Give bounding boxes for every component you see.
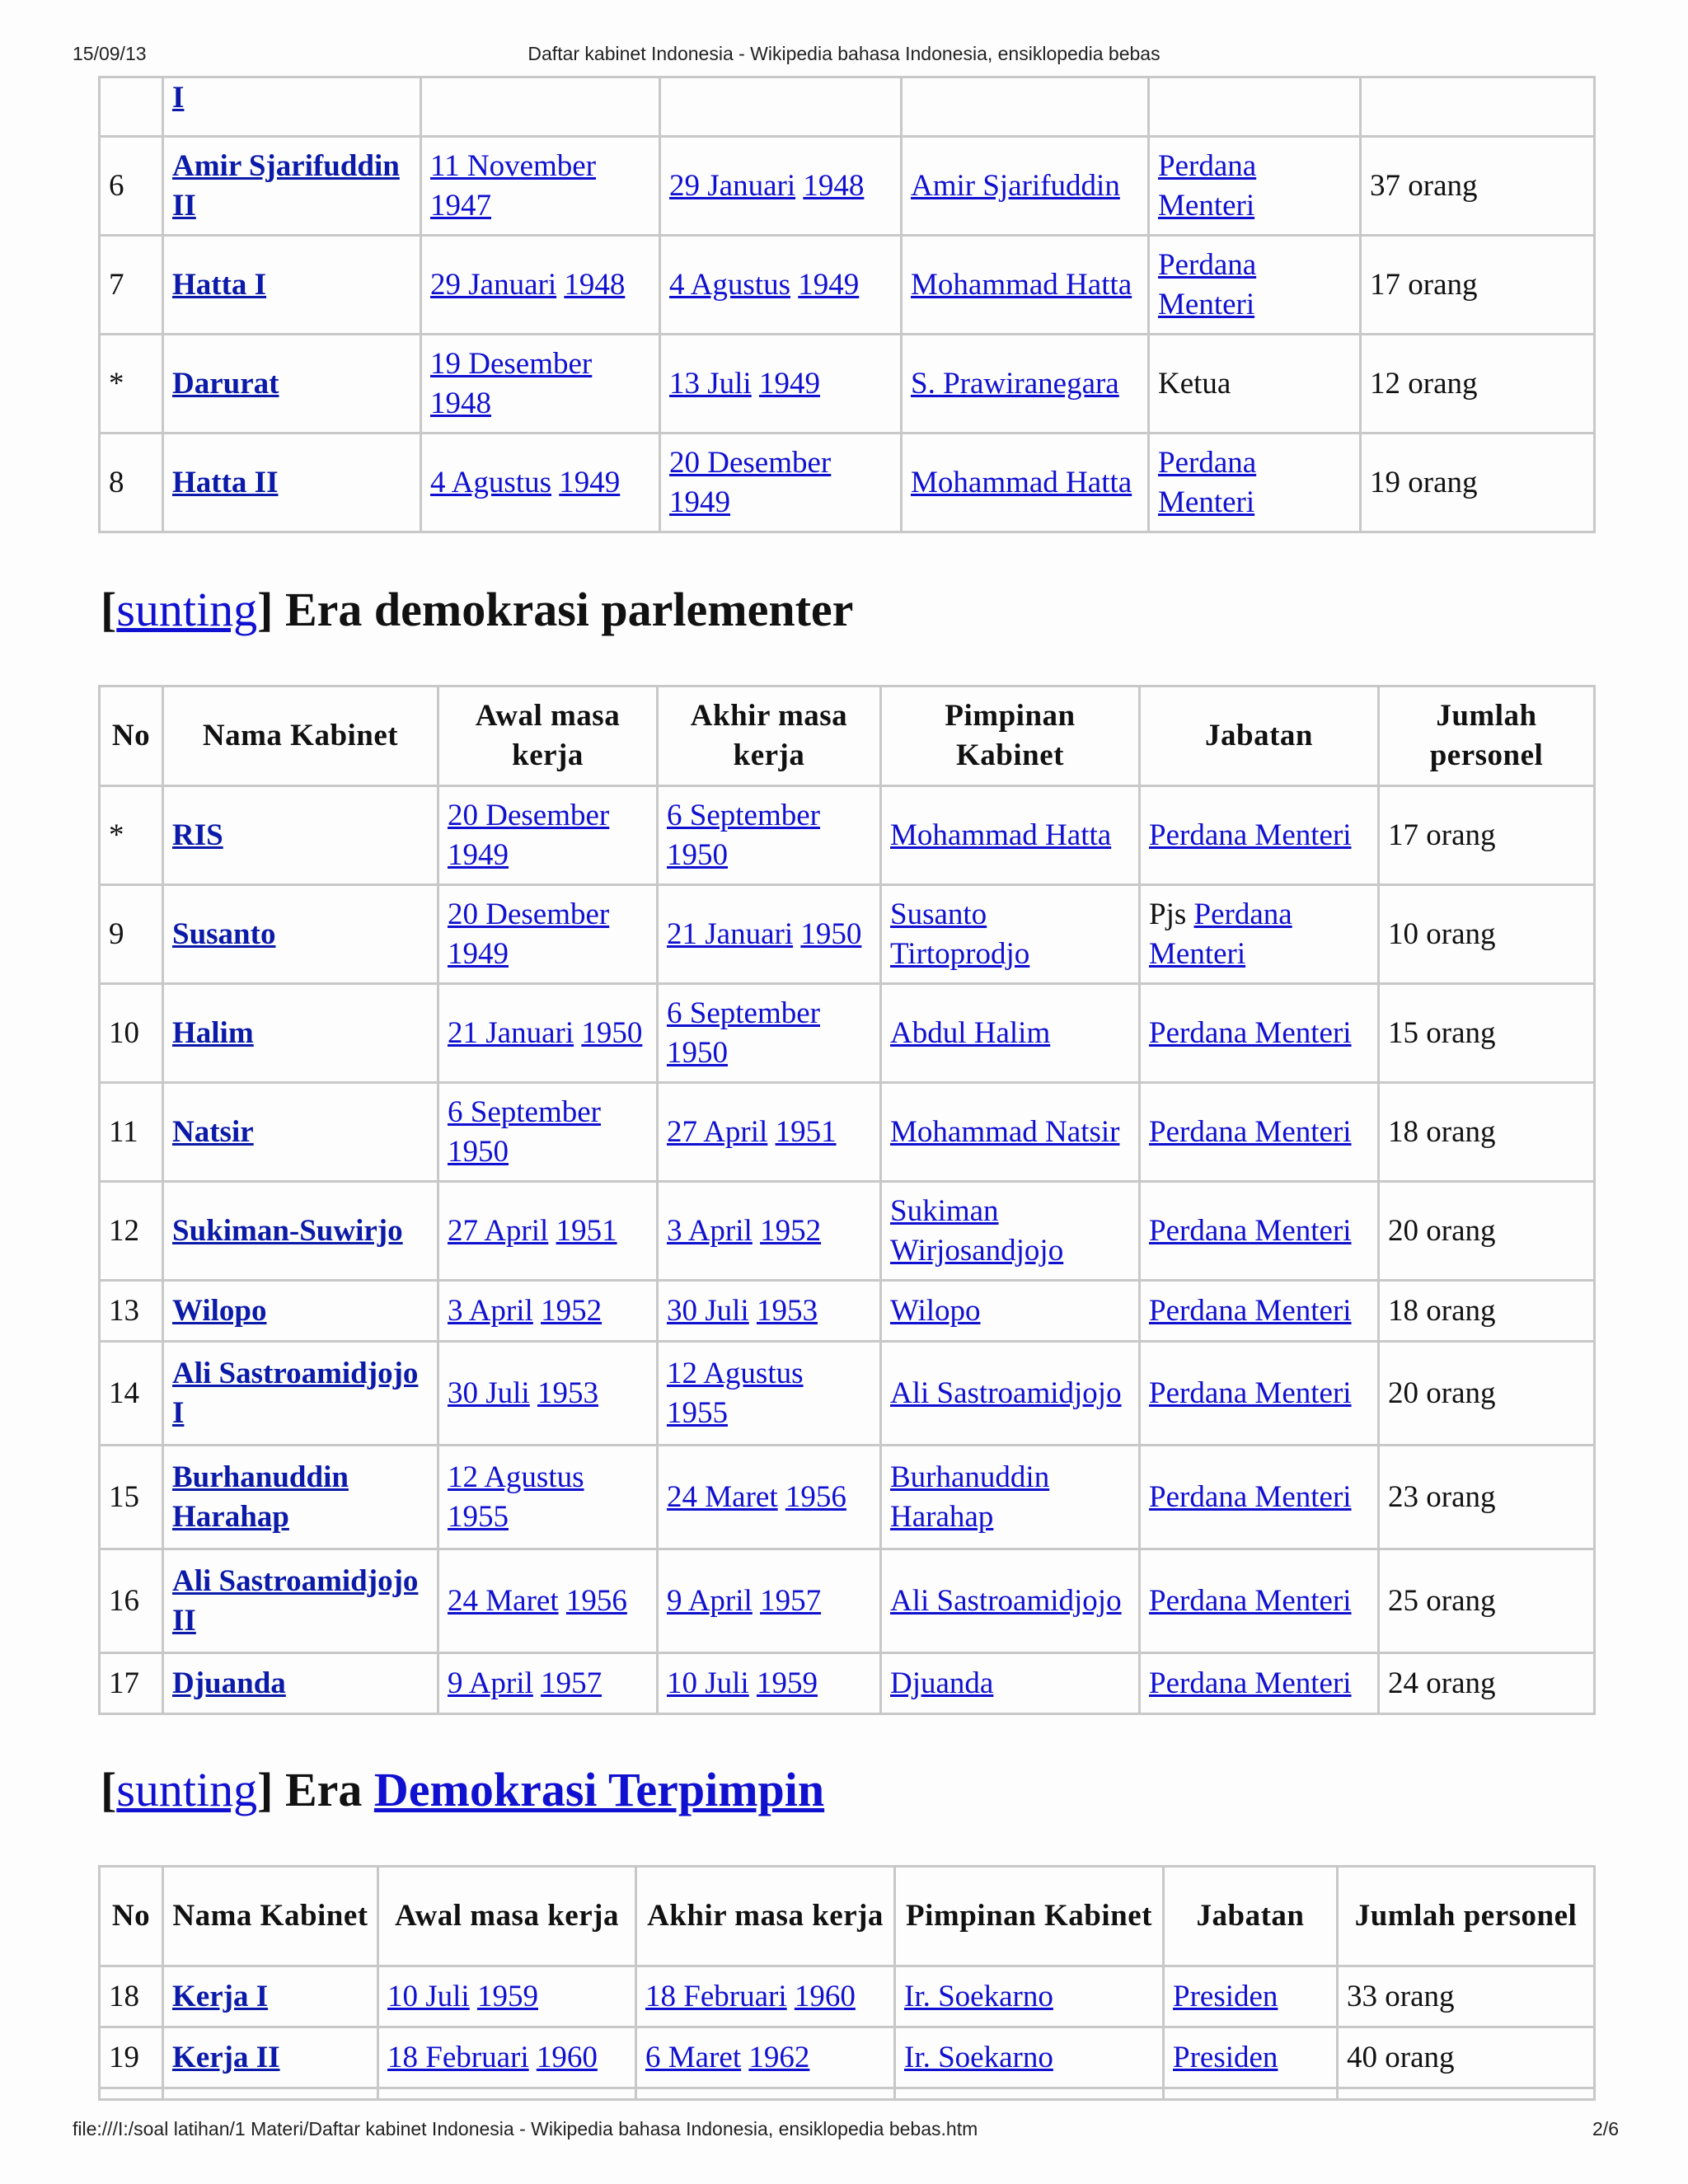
akhir-date-link[interactable]: 6 September: [667, 996, 820, 1030]
akhir-date-link[interactable]: 10 Juli: [667, 1666, 749, 1700]
col-header-nama: Nama Kabinet: [163, 1867, 378, 1966]
personnel-count: 17 orang: [1388, 818, 1496, 852]
section-title-link[interactable]: Demokrasi Terpimpin: [373, 1763, 825, 1816]
cabinet-name-link[interactable]: Wilopo: [172, 1293, 267, 1328]
awal-date-link[interactable]: 27 April: [448, 1213, 549, 1248]
awal-date-link[interactable]: 3 April: [448, 1293, 533, 1328]
awal-year-link[interactable]: 1951: [556, 1213, 617, 1248]
print-header: [0, 43, 1688, 76]
leader-link[interactable]: Amir Sjarifuddin: [911, 168, 1120, 203]
cabinet-name-link[interactable]: Hatta II: [172, 465, 279, 499]
personnel-count: 37 orang: [1370, 168, 1478, 203]
table-row: [100, 2027, 1595, 2088]
table-row: [100, 1966, 1595, 2027]
print-footer: [0, 2118, 1688, 2151]
akhir-year-link[interactable]: 1952: [760, 1213, 822, 1248]
col-header-no: No: [100, 1867, 163, 1966]
awal-year-link[interactable]: 1950: [448, 1134, 509, 1169]
table-row: [100, 1182, 1595, 1281]
jabatan-link[interactable]: Perdana Menteri: [1149, 1479, 1352, 1514]
akhir-year-link[interactable]: 1950: [667, 1035, 728, 1070]
akhir-year-link[interactable]: 1948: [803, 168, 865, 203]
leader-link[interactable]: Ir. Soekarno: [904, 2040, 1053, 2074]
akhir-year-link[interactable]: 1955: [667, 1395, 728, 1430]
table-row: [100, 236, 1595, 335]
awal-date-link[interactable]: 20 Desember: [448, 798, 610, 832]
row-number: 8: [109, 465, 124, 499]
jabatan-link[interactable]: Perdana Menteri: [1149, 1376, 1352, 1410]
personnel-count: 10 orang: [1388, 916, 1496, 951]
table-row: [100, 434, 1595, 532]
akhir-date-link[interactable]: 27 April: [667, 1114, 768, 1149]
jabatan-link[interactable]: Perdana Menteri: [1149, 1213, 1352, 1248]
personnel-count: 18 orang: [1388, 1114, 1496, 1149]
awal-date-link[interactable]: 11 November: [430, 148, 597, 183]
col-header-no: No: [100, 687, 163, 786]
row-number: 9: [109, 916, 124, 951]
table-row: [100, 1446, 1595, 1549]
cabinet-name-link[interactable]: Burhanuddin Harahap: [172, 1460, 349, 1534]
leader-link[interactable]: Ir. Soekarno: [904, 1979, 1053, 2013]
row-number: 7: [109, 267, 124, 302]
cabinet-name-link[interactable]: Halim: [172, 1015, 254, 1050]
akhir-date-link[interactable]: 9 April: [667, 1583, 753, 1618]
awal-year-link[interactable]: 1959: [476, 1979, 538, 2013]
cabinet-name-link[interactable]: Susanto: [172, 916, 276, 951]
row-number: 15: [109, 1479, 139, 1514]
personnel-count: 17 orang: [1370, 267, 1478, 302]
leader-link[interactable]: Mohammad Hatta: [911, 267, 1132, 302]
awal-date-link[interactable]: 21 Januari: [448, 1015, 574, 1050]
jabatan-link[interactable]: Perdana Menteri: [1149, 1583, 1352, 1618]
awal-year-link[interactable]: 1956: [565, 1583, 627, 1618]
col-header-jabatan: Jabatan: [1140, 687, 1379, 786]
print-page-number: 2/6: [1592, 2118, 1619, 2139]
akhir-date-link[interactable]: 12 Agustus: [667, 1356, 804, 1390]
personnel-count: 40 orang: [1347, 2040, 1455, 2074]
awal-year-link[interactable]: 1949: [448, 936, 509, 971]
akhir-year-link[interactable]: 1951: [775, 1114, 837, 1149]
akhir-year-link[interactable]: 1949: [758, 366, 820, 401]
personnel-count: 33 orang: [1347, 1979, 1455, 2013]
col-header-akhir: Akhir masa kerja: [636, 1867, 895, 1966]
row-number: 17: [109, 1666, 139, 1700]
leader-link[interactable]: S. Prawiranegara: [911, 366, 1119, 401]
col-header-jumlah: Jumlah personel: [1338, 1867, 1595, 1966]
akhir-date-link[interactable]: 29 Januari: [669, 168, 796, 203]
akhir-date-link[interactable]: 30 Juli: [667, 1293, 749, 1328]
cabinet-name-link[interactable]: Amir Sjarifuddin II: [172, 148, 400, 223]
leader-link[interactable]: Mohammad Hatta: [890, 818, 1112, 852]
akhir-date-link[interactable]: 18 Februari: [645, 1979, 787, 2013]
awal-date-link[interactable]: 18 Februari: [387, 2040, 529, 2074]
table-row: [100, 786, 1595, 885]
akhir-year-link[interactable]: 1950: [800, 916, 862, 951]
cabinet-link-fragment[interactable]: I: [172, 81, 185, 115]
awal-year-link[interactable]: 1960: [536, 2040, 598, 2074]
row-number: 12: [109, 1213, 139, 1248]
cabinet-name-link[interactable]: Kerja II: [172, 2040, 280, 2074]
awal-year-link[interactable]: 1955: [448, 1499, 509, 1534]
leader-link[interactable]: Ali Sastroamidjojo: [890, 1376, 1122, 1410]
table-row-fragment: [100, 77, 1595, 137]
edit-link[interactable]: sunting: [116, 1763, 258, 1816]
section-title-prefix: Era: [284, 1763, 363, 1816]
jabatan-link[interactable]: Perdana Menteri: [1149, 1666, 1352, 1700]
table-header-row: [100, 687, 1595, 786]
jabatan-link[interactable]: Perdana Menteri: [1158, 247, 1257, 321]
print-url: file:///I:/soal latihan/1 Materi/Daftar kabinet Indonesia - Wikipedia bahasa Indonesia, ensiklopedia bebas.htm: [73, 2118, 978, 2139]
akhir-year-link[interactable]: 1959: [756, 1666, 818, 1700]
personnel-count: 19 orang: [1370, 465, 1478, 499]
cabinet-table-continued: [98, 76, 1596, 533]
section-heading-terpimpin: [sunting] Era Demokrasi Terpimpin: [101, 1763, 825, 1816]
cabinet-name-link[interactable]: Sukiman-Suwirjo: [172, 1213, 403, 1248]
leader-link[interactable]: Ali Sastroamidjojo: [890, 1583, 1122, 1618]
personnel-count: 18 orang: [1388, 1293, 1496, 1328]
akhir-date-link[interactable]: 6 Maret: [645, 2040, 742, 2074]
personnel-count: 12 orang: [1370, 366, 1478, 401]
akhir-year-link[interactable]: 1950: [667, 837, 728, 872]
cabinet-table-terpimpin: [98, 1865, 1596, 2101]
col-header-pimpinan: Pimpinan Kabinet: [881, 687, 1140, 786]
jabatan-link[interactable]: Perdana Menteri: [1149, 897, 1292, 971]
awal-year-link[interactable]: 1947: [430, 188, 491, 223]
awal-date-link[interactable]: 12 Agustus: [448, 1460, 584, 1494]
cabinet-name-link[interactable]: Kerja I: [172, 1979, 269, 2013]
awal-year-link[interactable]: 1948: [564, 267, 626, 302]
cabinet-name-link[interactable]: Natsir: [172, 1114, 254, 1149]
akhir-year-link[interactable]: 1956: [785, 1479, 846, 1514]
awal-date-link[interactable]: 20 Desember: [448, 897, 610, 931]
akhir-date-link[interactable]: 24 Maret: [667, 1479, 778, 1514]
col-header-jabatan: Jabatan: [1164, 1867, 1338, 1966]
jabatan-link[interactable]: Perdana Menteri: [1149, 1015, 1352, 1050]
awal-year-link[interactable]: 1948: [430, 386, 491, 420]
awal-date-link[interactable]: 30 Juli: [448, 1376, 530, 1410]
row-number: 11: [109, 1114, 138, 1149]
akhir-year-link[interactable]: 1953: [756, 1293, 818, 1328]
leader-link[interactable]: Djuanda: [890, 1666, 994, 1700]
jabatan-link[interactable]: Presiden: [1173, 2040, 1278, 2074]
row-number: 18: [109, 1979, 139, 2013]
awal-date-link[interactable]: 29 Januari: [430, 267, 557, 302]
print-title: Daftar kabinet Indonesia - Wikipedia bahasa Indonesia, ensiklopedia bebas: [528, 43, 1160, 64]
leader-link[interactable]: Wilopo: [890, 1293, 981, 1328]
akhir-year-link[interactable]: 1957: [760, 1583, 822, 1618]
col-header-jumlah: Jumlah personel: [1379, 687, 1595, 786]
akhir-year-link[interactable]: 1949: [798, 267, 860, 302]
akhir-date-link[interactable]: 4 Agustus: [669, 267, 791, 302]
col-header-awal: Awal masa kerja: [438, 687, 658, 786]
section-title: Era demokrasi parlementer: [284, 583, 854, 636]
leader-link[interactable]: Abdul Halim: [890, 1015, 1051, 1050]
col-header-awal: Awal masa kerja: [378, 1867, 636, 1966]
jabatan-prefix: Pjs: [1149, 897, 1187, 931]
table-row-cutoff: [100, 2088, 1595, 2100]
jabatan-text: Ketua: [1158, 366, 1231, 401]
jabatan-link[interactable]: Perdana Menteri: [1158, 445, 1257, 519]
row-number: 16: [109, 1583, 139, 1618]
akhir-date-link[interactable]: 20 Desember: [669, 445, 832, 480]
awal-year-link[interactable]: 1953: [537, 1376, 598, 1410]
row-number: 6: [109, 168, 124, 203]
table-row: [100, 137, 1595, 236]
leader-link[interactable]: Mohammad Hatta: [911, 465, 1132, 499]
awal-year-link[interactable]: 1950: [581, 1015, 643, 1050]
table-header-row: [100, 1867, 1595, 1966]
awal-year-link[interactable]: 1949: [448, 837, 509, 872]
awal-year-link[interactable]: 1949: [559, 465, 621, 499]
personnel-count: 24 orang: [1388, 1666, 1496, 1700]
jabatan-link[interactable]: Perdana Menteri: [1158, 148, 1257, 223]
table-row: [100, 1281, 1595, 1342]
awal-date-link[interactable]: 19 Desember: [430, 346, 593, 381]
table-row: [100, 1342, 1595, 1446]
personnel-count: 20 orang: [1388, 1376, 1496, 1410]
jabatan-link[interactable]: Perdana Menteri: [1149, 818, 1352, 852]
akhir-year-link[interactable]: 1960: [794, 1979, 856, 2013]
awal-date-link[interactable]: 10 Juli: [387, 1979, 470, 2013]
cabinet-name-link[interactable]: Ali Sastroamidjojo I: [172, 1356, 419, 1430]
personnel-count: 20 orang: [1388, 1213, 1496, 1248]
akhir-year-link[interactable]: 1949: [669, 485, 730, 519]
edit-link[interactable]: sunting: [116, 583, 258, 636]
cabinet-name-link[interactable]: Darurat: [172, 366, 279, 401]
table-row: [100, 1549, 1595, 1653]
akhir-date-link[interactable]: 3 April: [667, 1213, 753, 1248]
leader-link[interactable]: Sukiman Wirjosandjojo: [890, 1193, 1064, 1268]
col-header-akhir: Akhir masa kerja: [658, 687, 881, 786]
row-number: 10: [109, 1015, 139, 1050]
awal-date-link[interactable]: 24 Maret: [448, 1583, 559, 1618]
table-row: [100, 1653, 1595, 1714]
table-row: [100, 885, 1595, 984]
awal-date-link[interactable]: 9 April: [448, 1666, 533, 1700]
jabatan-link[interactable]: Presiden: [1173, 1979, 1278, 2013]
jabatan-link[interactable]: Perdana Menteri: [1149, 1114, 1352, 1149]
row-number: 14: [109, 1376, 139, 1410]
col-header-nama: Nama Kabinet: [163, 687, 438, 786]
akhir-date-link[interactable]: 21 Januari: [667, 916, 794, 951]
cabinet-name-link[interactable]: Hatta I: [172, 267, 267, 302]
cabinet-name-link[interactable]: Ali Sastroamidjojo II: [172, 1563, 419, 1638]
cabinet-table-parlementer: [98, 685, 1596, 1715]
personnel-count: 23 orang: [1388, 1479, 1496, 1514]
row-number: *: [109, 366, 124, 401]
leader-link[interactable]: Susanto Tirtoprodjo: [890, 897, 1030, 971]
row-number: 13: [109, 1293, 139, 1328]
row-number: 19: [109, 2040, 139, 2074]
jabatan-link[interactable]: Perdana Menteri: [1149, 1293, 1352, 1328]
awal-year-link[interactable]: 1952: [541, 1293, 603, 1328]
section-heading-parlementer: [sunting] Era demokrasi parlementer: [101, 583, 854, 636]
col-header-pimpinan: Pimpinan Kabinet: [895, 1867, 1164, 1966]
table-row: [100, 335, 1595, 434]
personnel-count: 15 orang: [1388, 1015, 1496, 1050]
leader-link[interactable]: Burhanuddin Harahap: [890, 1460, 1050, 1534]
akhir-date-link[interactable]: 6 September: [667, 798, 820, 832]
table-row: [100, 1083, 1595, 1182]
print-date: 15/09/13: [73, 43, 147, 64]
awal-date-link[interactable]: 6 September: [448, 1094, 601, 1129]
cabinet-name-link[interactable]: RIS: [172, 818, 223, 852]
table-row: [100, 984, 1595, 1083]
personnel-count: 25 orang: [1388, 1583, 1496, 1618]
akhir-date-link[interactable]: 13 Juli: [669, 366, 752, 401]
row-number: *: [109, 818, 124, 852]
awal-year-link[interactable]: 1957: [541, 1666, 603, 1700]
cabinet-name-link[interactable]: Djuanda: [172, 1666, 286, 1700]
akhir-year-link[interactable]: 1962: [748, 2040, 810, 2074]
leader-link[interactable]: Mohammad Natsir: [890, 1114, 1120, 1149]
awal-date-link[interactable]: 4 Agustus: [430, 465, 552, 499]
